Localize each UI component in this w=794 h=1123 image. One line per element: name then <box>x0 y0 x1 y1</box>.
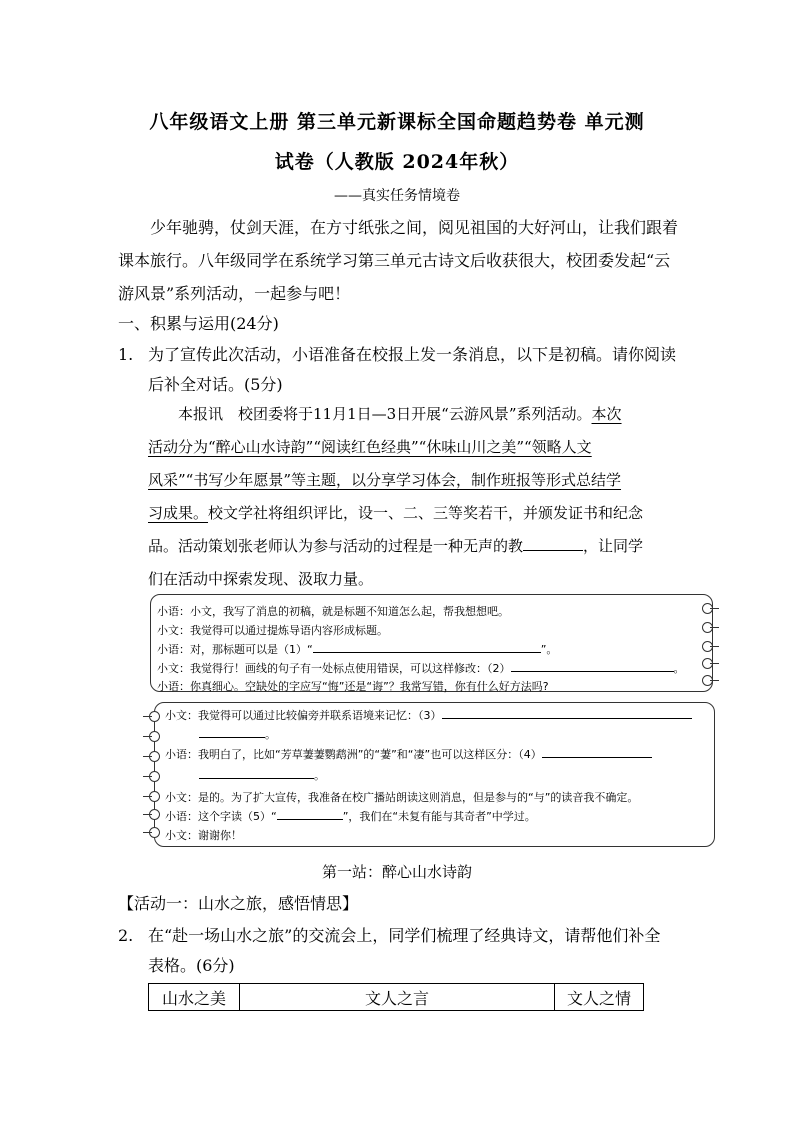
title-line-2: 试卷（人教版 2024年秋） <box>274 151 520 173</box>
dialogue-line: 小文：是的。为了扩大宣传，我准备在校广播站朗读这则消息，但是参与的“与”的读音我不确定。 <box>165 791 639 804</box>
binder-ring-icon <box>702 658 713 669</box>
binder-ring-icon <box>149 827 160 838</box>
binder-ring-icon <box>149 809 160 820</box>
answer-table <box>148 983 644 1011</box>
answer-blank[interactable] <box>277 809 343 820</box>
dialogue-line: 小语：对，那标题可以是（1）“ ”。 <box>157 643 558 656</box>
news-text: ，让同学 <box>583 537 644 555</box>
dialogue-line: 小文：我觉得可以通过提炼导语内容形成标题。 <box>157 624 388 637</box>
answer-blank[interactable] <box>313 642 541 653</box>
answer-blank[interactable] <box>199 727 265 738</box>
table-header-row <box>149 984 644 1011</box>
question-number: 1. <box>118 345 134 364</box>
intro-line: 少年驰骋，仗剑天涯，在方寸纸张之间，阅见祖国的大好河山，让我们跟着 <box>150 218 679 237</box>
binder-ring-icon <box>702 603 713 614</box>
dialogue-line: 小文：谢谢你！ <box>165 829 242 842</box>
intro-line: 游风景”系列活动，一起参与吧！ <box>118 284 351 303</box>
question-text: 表格。(6分) <box>148 956 235 975</box>
activity-heading: 【活动一：山水之旅，感悟情思】 <box>118 894 359 913</box>
question-text: 为了宣传此次活动，小语准备在校报上发一条消息，以下是初稿。请你阅读 <box>148 345 677 364</box>
question-1 <box>118 340 678 400</box>
binder-ring-icon <box>149 731 160 742</box>
question-number: 2. <box>118 926 134 945</box>
answer-blank[interactable] <box>199 768 314 779</box>
underlined-sentence: 风采”“书写少年愿景”等主题，以分享学习体会，制作班报等形式总结学 <box>148 471 622 489</box>
answer-blank[interactable] <box>511 661 674 672</box>
dialogue-line: 小语：这个字读（5）“ ”，我们在“未复有能与其奇者”中学过。 <box>165 810 536 823</box>
binder-ring-icon <box>149 791 160 802</box>
dialogue-line: 小文：我觉得可以通过比较偏旁并联系语境来记忆：（3） <box>165 707 692 723</box>
news-draft <box>148 398 678 596</box>
news-text: 本报讯 校团委将于11月1日—3日开展“云游风景”系列活动。 <box>178 405 592 423</box>
dialogue-line: 。 <box>199 726 276 742</box>
table-header-cell: 山水之美 <box>149 984 240 1011</box>
question-2 <box>118 921 678 981</box>
binder-ring-icon <box>702 622 713 633</box>
underlined-sentence: 本次 <box>591 405 622 423</box>
underlined-sentence: 活动分为“醉心山水诗韵”“阅读红色经典”“休味山川之美”“领略人文 <box>148 438 592 456</box>
table-header-cell: 文人之情 <box>555 984 644 1011</box>
station-heading: 第一站：醉心山水诗韵 <box>321 863 472 881</box>
title-line-1: 八年级语文上册 第三单元新课标全国命题趋势卷 单元测 <box>149 111 645 133</box>
answer-blank[interactable] <box>523 536 583 551</box>
question-text: 后补全对话。(5分) <box>148 375 283 394</box>
dialogue-line: 。 <box>199 767 325 783</box>
binder-ring-icon <box>702 675 713 686</box>
binder-ring-icon <box>149 771 160 782</box>
section-heading: 一、积累与运用(24分) <box>118 314 279 333</box>
intro-paragraph <box>118 211 678 310</box>
intro-line: 课本旅行。八年级同学在系统学习第三单元古诗文后收获很大，校团委发起“云 <box>118 251 671 270</box>
answer-blank[interactable] <box>442 708 692 719</box>
binder-ring-icon <box>702 641 713 652</box>
dialogue-line: 小文：我觉得行！画线的句子有一处标点使用错误，可以这样修改：（2） 。 <box>157 662 685 675</box>
answer-blank[interactable] <box>542 747 652 758</box>
news-text: 校文学社将组织评比，设一、二、三等奖若干，并颁发证书和纪念 <box>208 504 644 522</box>
subtitle: ——真实任务情境卷 <box>334 188 460 204</box>
dialogue-line: 小语：你真细心。空缺处的字应写“悔”还是“诲”？我常写错，你有什么好方法吗? <box>157 680 549 693</box>
dialogue-card-1 <box>150 594 713 692</box>
dialogue-card-2 <box>154 702 715 847</box>
binder-ring-icon <box>149 711 160 722</box>
table-header-cell: 文人之言 <box>240 984 555 1011</box>
underlined-sentence: 习成果。 <box>148 504 209 522</box>
binder-ring-icon <box>149 751 160 762</box>
dialogue-line: 小语：我明白了，比如“芳草萋萋鹦鹉洲”的“萋”和“凄”也可以这样区分：（4） <box>165 746 652 762</box>
dialogue-line: 小语：小文，我写了消息的初稿，就是标题不知道怎么起，帮我想想吧。 <box>157 605 509 618</box>
news-text: 品。活动策划张老师认为参与活动的过程是一种无声的教 <box>148 537 524 555</box>
question-text: 在“赴一场山水之旅”的交流会上，同学们梳理了经典诗文，请帮他们补全 <box>148 926 661 945</box>
news-text: 们在活动中探索发现、汲取力量。 <box>148 570 374 588</box>
